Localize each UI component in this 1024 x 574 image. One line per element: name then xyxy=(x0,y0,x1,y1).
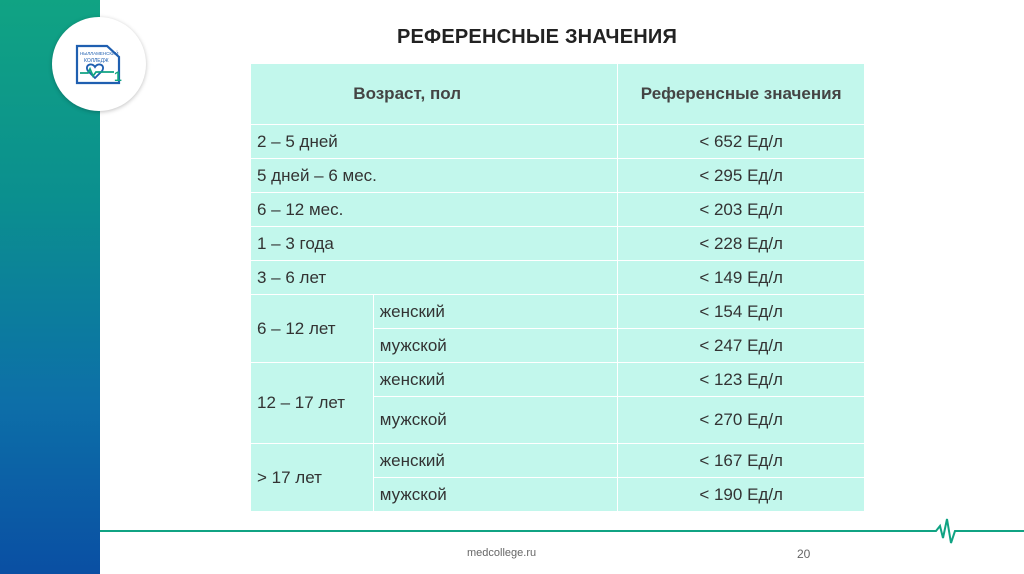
sex-cell: женский xyxy=(373,444,618,478)
table-row xyxy=(251,193,865,227)
age-group-cell: 6 – 12 лет xyxy=(251,295,374,363)
sex-cell: мужской xyxy=(373,397,618,444)
header-reference-values: Референсные значения xyxy=(618,64,865,125)
value-cell: < 270 Ед/л xyxy=(618,397,865,444)
value-cell: < 190 Ед/л xyxy=(618,478,865,512)
reference-values-table xyxy=(250,63,865,512)
table-row xyxy=(251,159,865,193)
age-group-cell: 12 – 17 лет xyxy=(251,363,374,444)
svg-text:КОЛЛЕДЖ: КОЛЛЕДЖ xyxy=(84,58,109,64)
value-cell: < 167 Ед/л xyxy=(618,444,865,478)
page-number: 20 xyxy=(797,547,811,561)
college-heart-logo-icon xyxy=(74,43,126,87)
value-cell: < 154 Ед/л xyxy=(618,295,865,329)
heartbeat-line-icon xyxy=(100,516,1024,546)
table-row xyxy=(251,295,865,329)
value-cell: < 203 Ед/л xyxy=(618,193,865,227)
value-cell: < 149 Ед/л xyxy=(618,261,865,295)
sex-cell: мужской xyxy=(373,478,618,512)
age-cell: 3 – 6 лет xyxy=(251,261,618,295)
age-group-cell: > 17 лет xyxy=(251,444,374,512)
table-row xyxy=(251,227,865,261)
table-row xyxy=(251,261,865,295)
value-cell: < 123 Ед/л xyxy=(618,363,865,397)
svg-text:НЫЛЛАМЕНСКИЙ: НЫЛЛАМЕНСКИЙ xyxy=(80,51,119,56)
table-row xyxy=(251,363,865,397)
page-title: РЕФЕРЕНСНЫЕ ЗНАЧЕНИЯ xyxy=(396,26,678,48)
age-cell: 2 – 5 дней xyxy=(251,125,618,159)
value-cell: < 652 Ед/л xyxy=(618,125,865,159)
age-cell: 5 дней – 6 мес. xyxy=(251,159,618,193)
sex-cell: женский xyxy=(373,363,618,397)
table-row xyxy=(251,444,865,478)
value-cell: < 247 Ед/л xyxy=(618,329,865,363)
age-cell: 6 – 12 мес. xyxy=(251,193,618,227)
table-row xyxy=(251,125,865,159)
header-age-sex: Возраст, пол xyxy=(251,64,618,125)
age-cell: 1 – 3 года xyxy=(251,227,618,261)
svg-text:1: 1 xyxy=(114,68,122,84)
table-header-row xyxy=(251,64,865,125)
sex-cell: женский xyxy=(373,295,618,329)
value-cell: < 295 Ед/л xyxy=(618,159,865,193)
footer-site: medcollege.ru xyxy=(467,547,537,559)
value-cell: < 228 Ед/л xyxy=(618,227,865,261)
sex-cell: мужской xyxy=(373,329,618,363)
